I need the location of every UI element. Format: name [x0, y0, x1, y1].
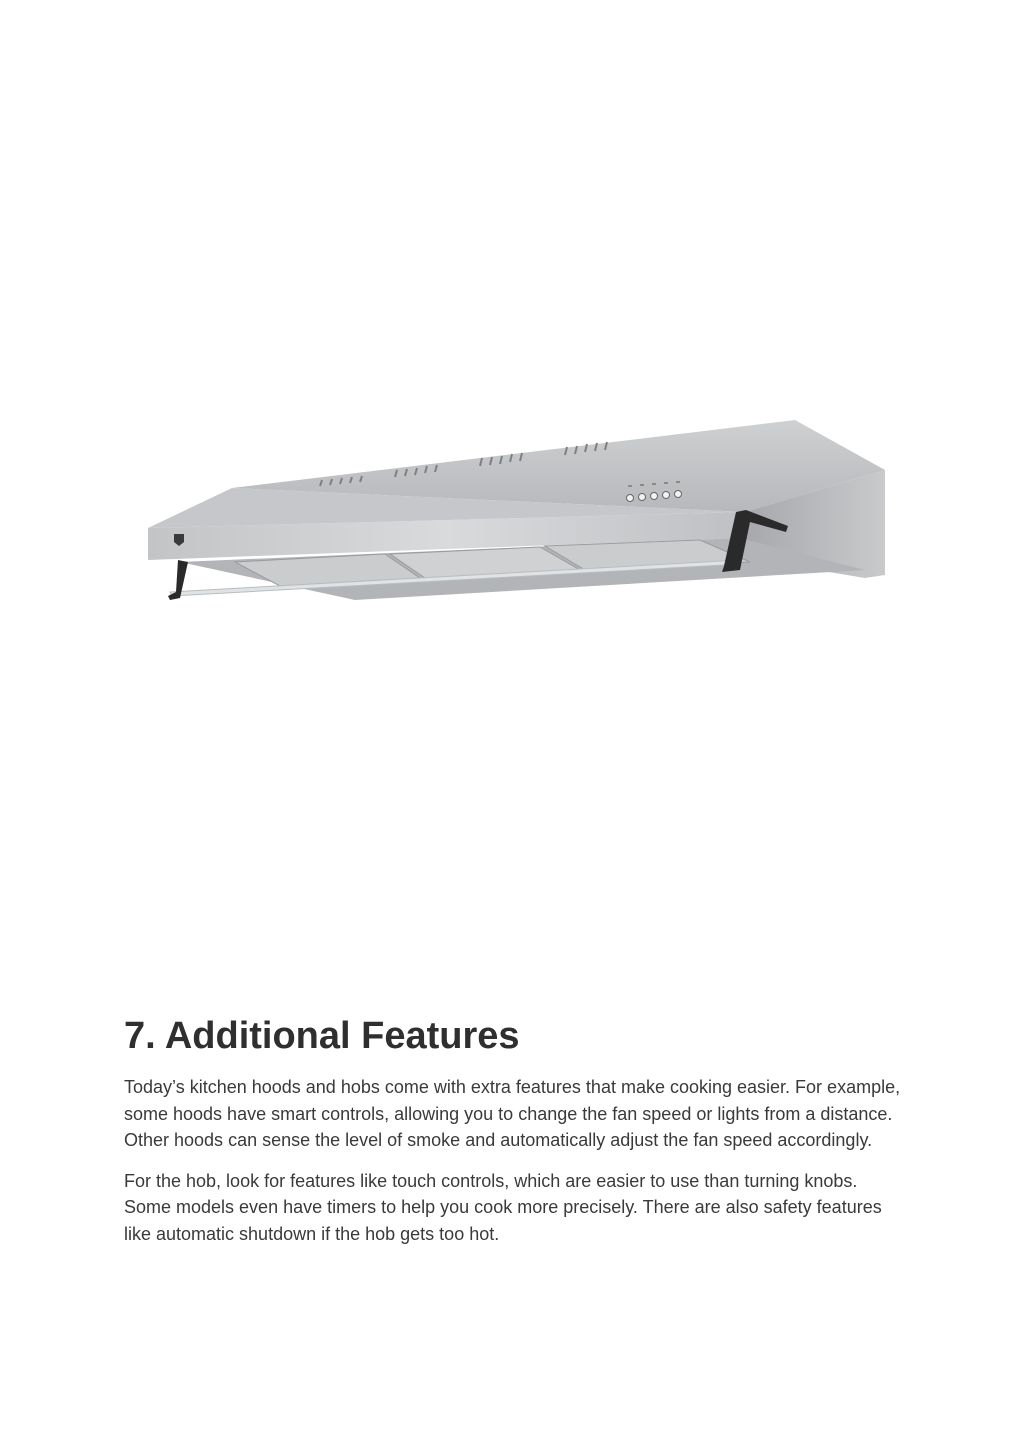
- article-section: [124, 1012, 904, 1261]
- paragraph-hob-features: For the hob, look for features like touch controls, which are easier to use than turning knobs. Some models even have timers to help you cook more precisely. There are also safety features like automatic shutdown if the hob gets too hot.: [124, 1170, 882, 1244]
- cooker-hood-illustration: [140, 410, 900, 610]
- section-heading: 7. Additional Features: [124, 1015, 520, 1057]
- control-button-2: [639, 494, 646, 501]
- control-button-3: [651, 493, 658, 500]
- control-button-1: [627, 495, 634, 502]
- control-button-4: [663, 492, 670, 499]
- control-button-5: [675, 491, 682, 498]
- paragraph-smart-hoods: Today’s kitchen hoods and hobs come with extra features that make cooking easier. For example, some hoods have smart controls, allowing you to change the fan speed or lights from a distance. Other hoods can sense the level of smoke and automatically adjust the fan speed accordingly.: [124, 1077, 901, 1150]
- cooker-hood-image: [140, 410, 900, 610]
